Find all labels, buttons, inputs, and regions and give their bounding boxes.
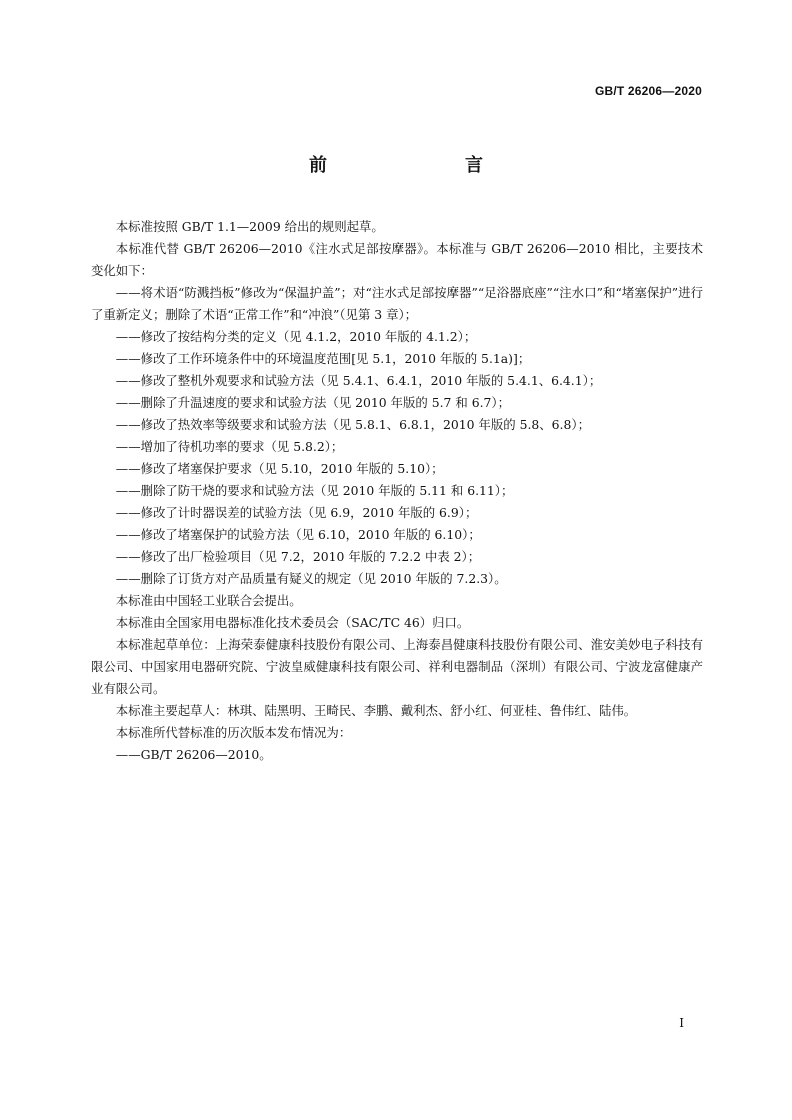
standard-number: GB/T 26206—2020 — [594, 84, 702, 98]
paragraph-committee: 本标准由全国家用电器标准化技术委员会（SAC/TC 46）归口。 — [115, 615, 470, 630]
paragraph-drafting-units: 本标准起草单位：上海荣泰健康科技股份有限公司、上海泰昌健康科技股份有限公司、淮安美妙电子科技有限公司、中国家用电器研究院、宁波皇威健康科技有限公司、祥利电器制品（深圳）有限公司、宁波龙富健康产业有限公司。 — [91, 637, 703, 696]
change-item: ——修改了按结构分类的定义（见 4.1.2，2010 年版的 4.1.2）； — [115, 329, 477, 344]
page-number: I — [679, 1016, 684, 1030]
paragraph-proposer: 本标准由中国轻工业联合会提出。 — [115, 593, 302, 608]
page-title: 前 言 — [309, 155, 517, 176]
change-item: ——删除了订货方对产品质量有疑义的规定（见 2010 年版的 7.2.3）。 — [115, 571, 507, 586]
change-item: ——修改了出厂检验项目（见 7.2，2010 年版的 7.2.2 中表 2）； — [115, 549, 481, 564]
foreword-body — [91, 216, 703, 766]
change-item: ——修改了计时器误差的试验方法（见 6.9，2010 年版的 6.9）； — [115, 505, 478, 520]
change-item: ——修改了堵塞保护要求（见 5.10，2010 年版的 5.10）； — [115, 461, 444, 476]
change-item: ——将术语“防溅挡板”修改为“保温护盖”；对“注水式足部按摩器”“足浴器底座”“注水口”和“堵塞保护”进行了重新定义；删除了术语“正常工作”和“冲浪”（见第 3 章）； — [91, 285, 703, 322]
paragraph-drafting-rules: 本标准按照 GB/T 1.1—2009 给出的规则起草。 — [115, 219, 384, 234]
paragraph-history-intro: 本标准所代替标准的历次版本发布情况为： — [115, 725, 352, 740]
paragraph-replacement: 本标准代替 GB/T 26206—2010《注水式足部按摩器》。本标准与 GB/T 26206—2010 相比，主要技术变化如下： — [91, 241, 703, 278]
change-item: ——增加了待机功率的要求（见 5.8.2）； — [115, 439, 344, 454]
history-item: ——GB/T 26206—2010。 — [115, 747, 272, 762]
change-item: ——修改了堵塞保护的试验方法（见 6.10，2010 年版的 6.10）； — [115, 527, 481, 542]
change-item: ——删除了升温速度的要求和试验方法（见 2010 年版的 5.7 和 6.7）； — [115, 395, 510, 410]
change-item: ——修改了整机外观要求和试验方法（见 5.4.1、6.4.1，2010 年版的 5.4.1、6.4.1）； — [115, 373, 602, 388]
paragraph-drafters: 本标准主要起草人：林琪、陆黑明、王畸民、李鹏、戴利杰、舒小红、何亚桂、鲁伟红、陆伟。 — [115, 703, 637, 718]
change-item: ——删除了防干烧的要求和试验方法（见 2010 年版的 5.11 和 6.11）； — [115, 483, 514, 498]
change-item: ——修改了工作环境条件中的环境温度范围[见 5.1，2010 年版的 5.1a)]； — [115, 351, 531, 366]
change-item: ——修改了热效率等级要求和试验方法（见 5.8.1、6.8.1，2010 年版的 5.8、6.8）； — [115, 417, 590, 432]
